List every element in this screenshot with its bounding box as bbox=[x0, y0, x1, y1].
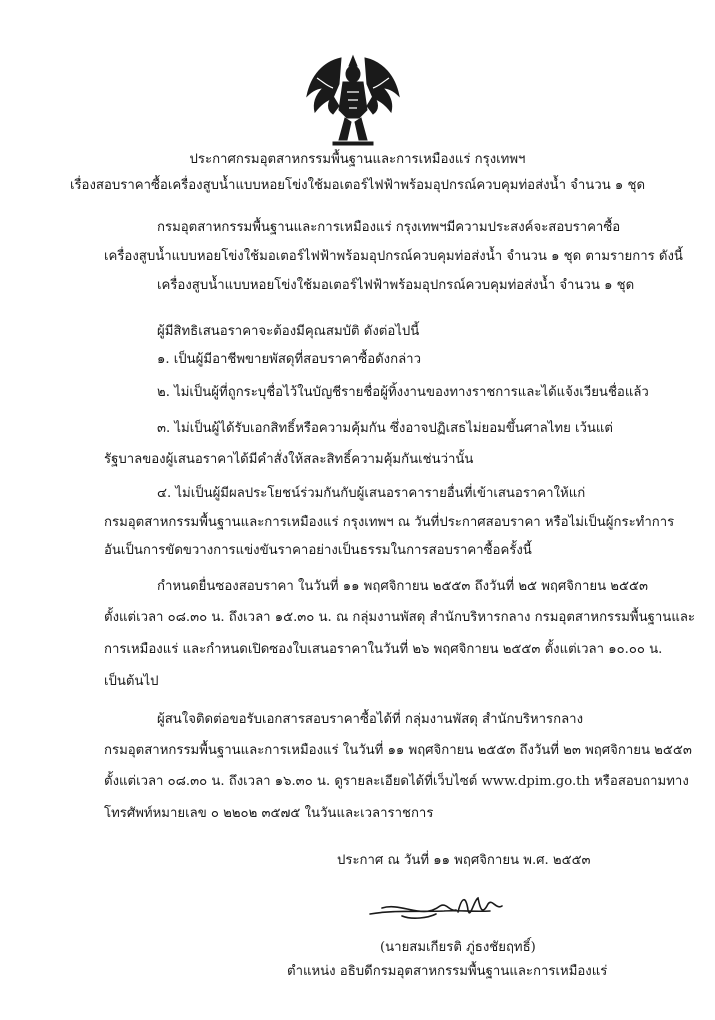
signer-position: ตำแหน่ง อธิบดีกรมอุตสาหกรรมพื้นฐานและการเหมืองแร่ bbox=[287, 964, 608, 979]
schedule-line-3: การเหมืองแร่ และกำหนดเปิดซองใบเสนอราคาในวันที่ ๒๖ พฤศจิกายน ๒๕๕๓ ตั้งแต่เวลา ๑๐.๐๐ น. bbox=[104, 642, 663, 657]
signer-name: (นายสมเกียรติ ภู่ธงชัยฤทธิ์) bbox=[380, 940, 536, 955]
contact-line-3: ตั้งแต่เวลา ๐๘.๓๐ น. ถึงเวลา ๑๖.๓๐ น. ดูรายละเอียดได้ที่เว็บไซต์ www.dpim.go.th หรือสอบถามทาง bbox=[104, 774, 689, 789]
contact-line-2: กรมอุตสาหกรรมพื้นฐานและการเหมืองแร่ ในวันที่ ๑๑ พฤศจิกายน ๒๕๕๓ ถึงวันที่ ๒๓ พฤศจิกายน ๒๕๕๓ bbox=[104, 743, 692, 758]
contact-line-4: โทรศัพท์หมายเลข ๐ ๒๒๐๒ ๓๕๗๕ ในวันและเวลาราชการ bbox=[104, 806, 434, 821]
intro-line-1: กรมอุตสาหกรรมพื้นฐานและการเหมืองแร่ กรุงเทพฯมีความประสงค์จะสอบราคาซื้อ bbox=[157, 220, 621, 235]
qualification-4: ๔. ไม่เป็นผู้มีผลประโยชน์ร่วมกันกับผู้เสนอราคารายอื่นที่เข้าเสนอราคาให้แก่ bbox=[157, 486, 586, 501]
qualification-2: ๒. ไม่เป็นผู้ที่ถูกระบุชื่อไว้ในบัญชีรายชื่อผู้ทิ้งงานของทางราชการและได้แจ้งเวียนชื่อแล้ว bbox=[157, 385, 649, 400]
qualification-1: ๑. เป็นผู้มีอาชีพขายพัสดุที่สอบราคาซื้อดังกล่าว bbox=[157, 352, 421, 367]
garuda-emblem-icon bbox=[293, 48, 413, 148]
announcement-title: ประกาศกรมอุตสาหกรรมพื้นฐานและการเหมืองแร่ กรุงเทพฯ bbox=[189, 152, 526, 167]
announcement-subject: เรื่องสอบราคาซื้อเครื่องสูบน้ำแบบหอยโข่งใช้มอเตอร์ไฟฟ้าพร้อมอุปกรณ์ควบคุมท่อส่งน้ำ จำนวน ๑ ชุด bbox=[69, 178, 646, 193]
schedule-line-1: กำหนดยื่นซองสอบราคา ในวันที่ ๑๑ พฤศจิกายน ๒๕๕๓ ถึงวันที่ ๒๕ พฤศจิกายน ๒๕๕๓ bbox=[157, 579, 648, 594]
intro-line-2: เครื่องสูบน้ำแบบหอยโข่งใช้มอเตอร์ไฟฟ้าพร้อมอุปกรณ์ควบคุมท่อส่งน้ำ จำนวน ๑ ชุด ตามรายการ ดังนี้ bbox=[104, 249, 683, 264]
schedule-line-4: เป็นต้นไป bbox=[104, 674, 159, 689]
qualifications-heading: ผู้มีสิทธิเสนอราคาจะต้องมีคุณสมบัติ ดังต่อไปนี้ bbox=[157, 324, 420, 339]
qualification-4-cont-2: อันเป็นการขัดขวางการแข่งขันราคาอย่างเป็นธรรมในการสอบราคาซื้อครั้งนี้ bbox=[104, 543, 532, 558]
qualification-3-cont: รัฐบาลของผู้เสนอราคาได้มีคำสั่งให้สละสิทธิ์ความคุ้มกันเช่นว่านั้น bbox=[104, 452, 474, 467]
announce-date: ประกาศ ณ วันที่ ๑๑ พฤศจิกายน พ.ศ. ๒๕๕๓ bbox=[337, 853, 591, 868]
item-line: เครื่องสูบน้ำแบบหอยโข่งใช้มอเตอร์ไฟฟ้าพร้อมอุปกรณ์ควบคุมท่อส่งน้ำ จำนวน ๑ ชุด bbox=[157, 278, 635, 293]
qualification-3: ๓. ไม่เป็นผู้ได้รับเอกสิทธิ์หรือความคุ้มกัน ซึ่งอาจปฏิเสธไม่ยอมขึ้นศาลไทย เว้นแต่ bbox=[157, 421, 613, 436]
contact-line-1: ผู้สนใจติดต่อขอรับเอกสารสอบราคาซื้อได้ที่ กลุ่มงานพัสดุ สำนักบริหารกลาง bbox=[157, 712, 584, 727]
qualification-4-cont-1: กรมอุตสาหกรรมพื้นฐานและการเหมืองแร่ กรุงเทพฯ ณ วันที่ประกาศสอบราคา หรือไม่เป็นผู้กระทำการ bbox=[104, 515, 675, 530]
schedule-line-2: ตั้งแต่เวลา ๐๘.๓๐ น. ถึงเวลา ๑๕.๓๐ น. ณ กลุ่มงานพัสดุ สำนักบริหารกลาง กรมอุตสาหกรรมพื้นฐานและ bbox=[104, 610, 695, 625]
signature-icon bbox=[362, 890, 522, 930]
